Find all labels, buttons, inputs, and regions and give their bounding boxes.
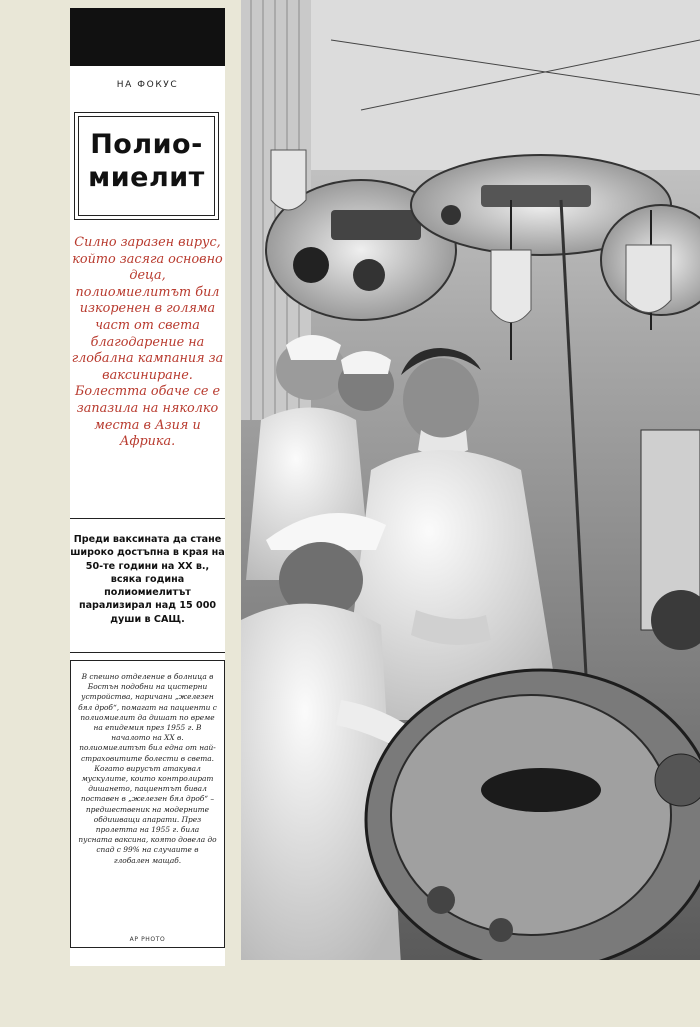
- title-line-2: миелит: [88, 162, 205, 193]
- title-line-1: Полио-: [90, 129, 203, 160]
- divider: [70, 652, 225, 653]
- page-title: [74, 128, 219, 194]
- section-label: НА ФОКУС: [116, 80, 179, 90]
- photo-caption: В спешно отделение в болница в Бостън подобни на цистерни устройства, наричани „железен бял дроб“, помагат на пациенти с полиомиелит да дишат по време на епидемия през 1955 г. В началото на XX в. полиомиелитът бил една от най-страховитите болести в света. Когато вирусът атакувал мускулите, които контролират дишането, пациентът бивал поставен в „железен бял дроб“ – предшественик на модерните обдишващи апарати. През пролетта на 1955 г. била пусната ваксина, която довела до спад с 99% на случаите в глобален мащаб.: [78, 672, 217, 865]
- photo-credit: AP PHOTO: [129, 936, 166, 943]
- divider: [70, 518, 225, 519]
- photo-illustration: [241, 0, 700, 960]
- archival-hospital-photo: [241, 0, 700, 960]
- fact-box: Преди ваксината да стане широко достъпна в края на 50-те години на XX в., всяка година полиомиелитът парализирал над 15 000 души в САЩ.: [70, 534, 225, 625]
- header-bar: [70, 8, 225, 66]
- lead-paragraph: Силно заразен вирус, който засяга основно деца, полиомиелитът бил изкоренен в голяма част от света благодарение на глобална кампания за ваксиниране. Болестта обаче се е запазила на няколко места в Азия и Африка.: [71, 235, 224, 450]
